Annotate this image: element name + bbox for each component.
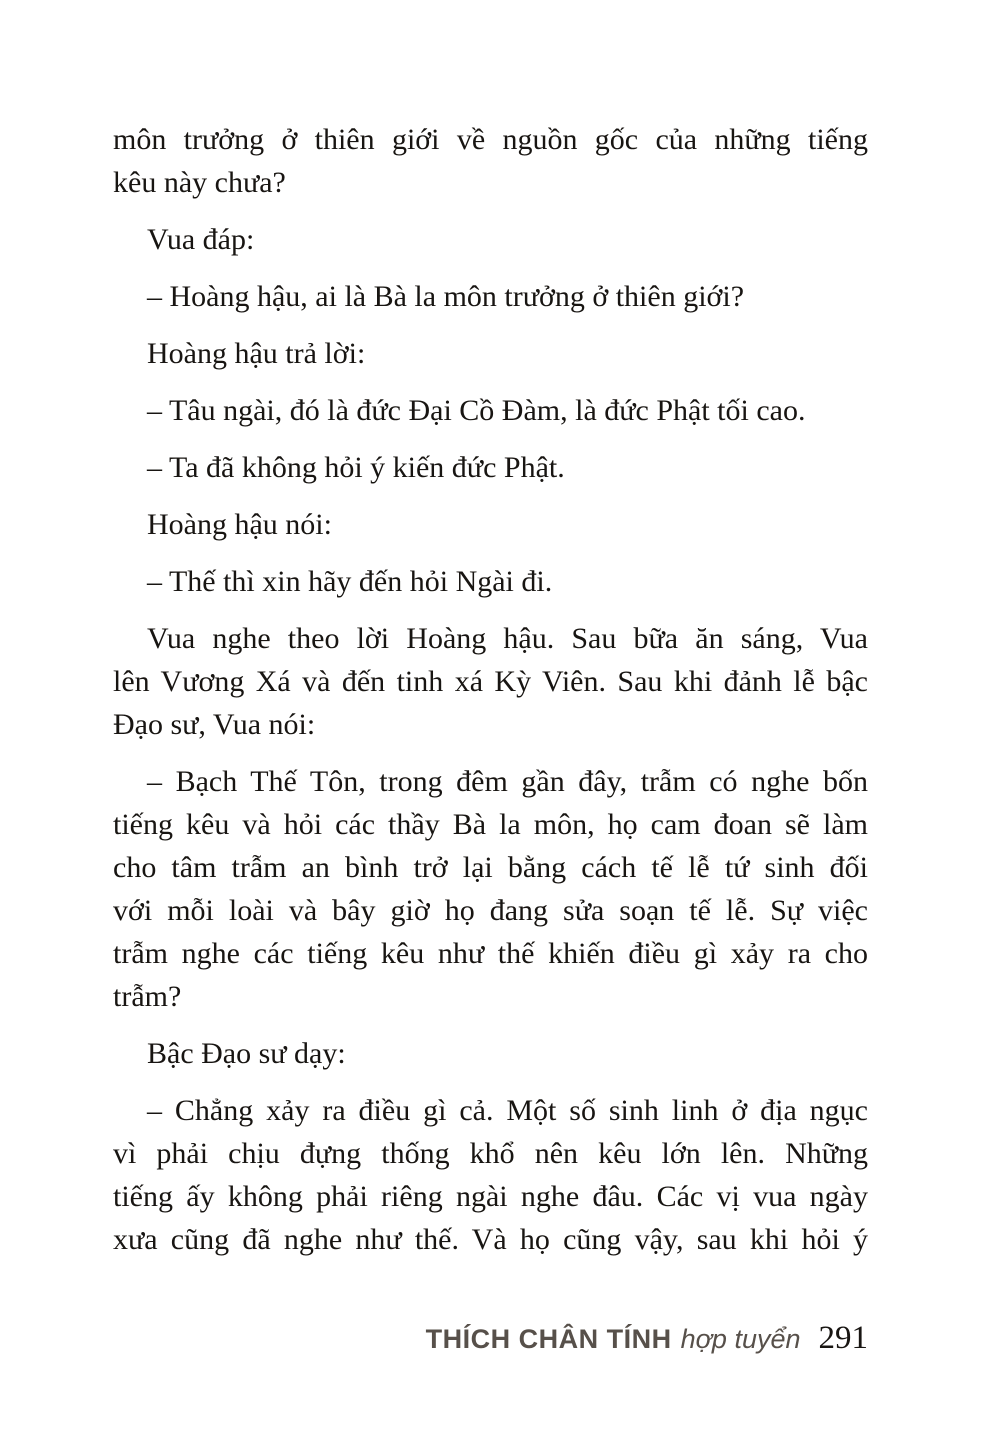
text-line: – Hoàng hậu, ai là Bà la môn trưởng ở thiên giới? bbox=[147, 280, 745, 313]
footer-author: THÍCH CHÂN TÍNH bbox=[425, 1324, 672, 1354]
paragraph bbox=[113, 389, 868, 432]
text-line: với mỗi loài và bây giờ họ đang sửa soạn tế lễ. Sự việc bbox=[113, 894, 868, 927]
paragraph bbox=[113, 760, 868, 1018]
paragraph bbox=[113, 218, 868, 261]
text-line: – Ta đã không hỏi ý kiến đức Phật. bbox=[147, 451, 565, 484]
paragraph bbox=[113, 560, 868, 603]
text-line: – Thế thì xin hãy đến hỏi Ngài đi. bbox=[147, 565, 553, 598]
paragraph bbox=[113, 118, 868, 204]
text-line: Bậc Đạo sư dạy: bbox=[147, 1037, 346, 1070]
text-line: Đạo sư, Vua nói: bbox=[113, 708, 316, 741]
text-line: Hoàng hậu nói: bbox=[147, 508, 332, 541]
paragraph bbox=[113, 1032, 868, 1075]
text-line: Hoàng hậu trả lời: bbox=[147, 337, 366, 370]
text-line: Vua nghe theo lời Hoàng hậu. Sau bữa ăn sáng, Vua bbox=[147, 622, 868, 655]
text-line: – Tâu ngài, đó là đức Đại Cồ Đàm, là đức Phật tối cao. bbox=[147, 394, 806, 427]
paragraph bbox=[113, 275, 868, 318]
page-footer bbox=[113, 1320, 868, 1370]
text-line: – Bạch Thế Tôn, trong đêm gần đây, trẫm có nghe bốn bbox=[147, 765, 868, 798]
text-line: trẫm nghe các tiếng kêu như thế khiến điều gì xảy ra cho bbox=[113, 937, 868, 970]
footer-page-number: 291 bbox=[818, 1320, 868, 1356]
paragraph bbox=[113, 617, 868, 746]
text-line: kêu này chưa? bbox=[113, 166, 286, 199]
text-line: tiếng ấy không phải riêng ngài nghe đâu. Các vị vua ngày bbox=[113, 1180, 868, 1213]
text-line: Vua đáp: bbox=[147, 223, 255, 256]
text-line: tiếng kêu và hỏi các thầy Bà la môn, họ cam đoan sẽ làm bbox=[113, 808, 868, 841]
text-line: xưa cũng đã nghe như thế. Và họ cũng vậy, sau khi hỏi ý bbox=[113, 1223, 868, 1256]
page-body bbox=[113, 118, 868, 1261]
text-line: – Chẳng xảy ra điều gì cả. Một số sinh linh ở địa ngục bbox=[147, 1094, 868, 1127]
text-line: trẫm? bbox=[113, 980, 182, 1013]
paragraph bbox=[113, 446, 868, 489]
text-line: vì phải chịu đựng thống khổ nên kêu lớn lên. Những bbox=[113, 1137, 868, 1170]
paragraph bbox=[113, 503, 868, 546]
text-line: lên Vương Xá và đến tinh xá Kỳ Viên. Sau khi đảnh lễ bậc bbox=[113, 665, 868, 698]
text-line: môn trưởng ở thiên giới về nguồn gốc của những tiếng bbox=[113, 123, 868, 156]
paragraph bbox=[113, 332, 868, 375]
paragraph bbox=[113, 1089, 868, 1261]
text-line: cho tâm trẫm an bình trở lại bằng cách tế lễ tứ sinh đối bbox=[113, 851, 868, 884]
footer-series-title: hợp tuyển bbox=[680, 1324, 801, 1354]
